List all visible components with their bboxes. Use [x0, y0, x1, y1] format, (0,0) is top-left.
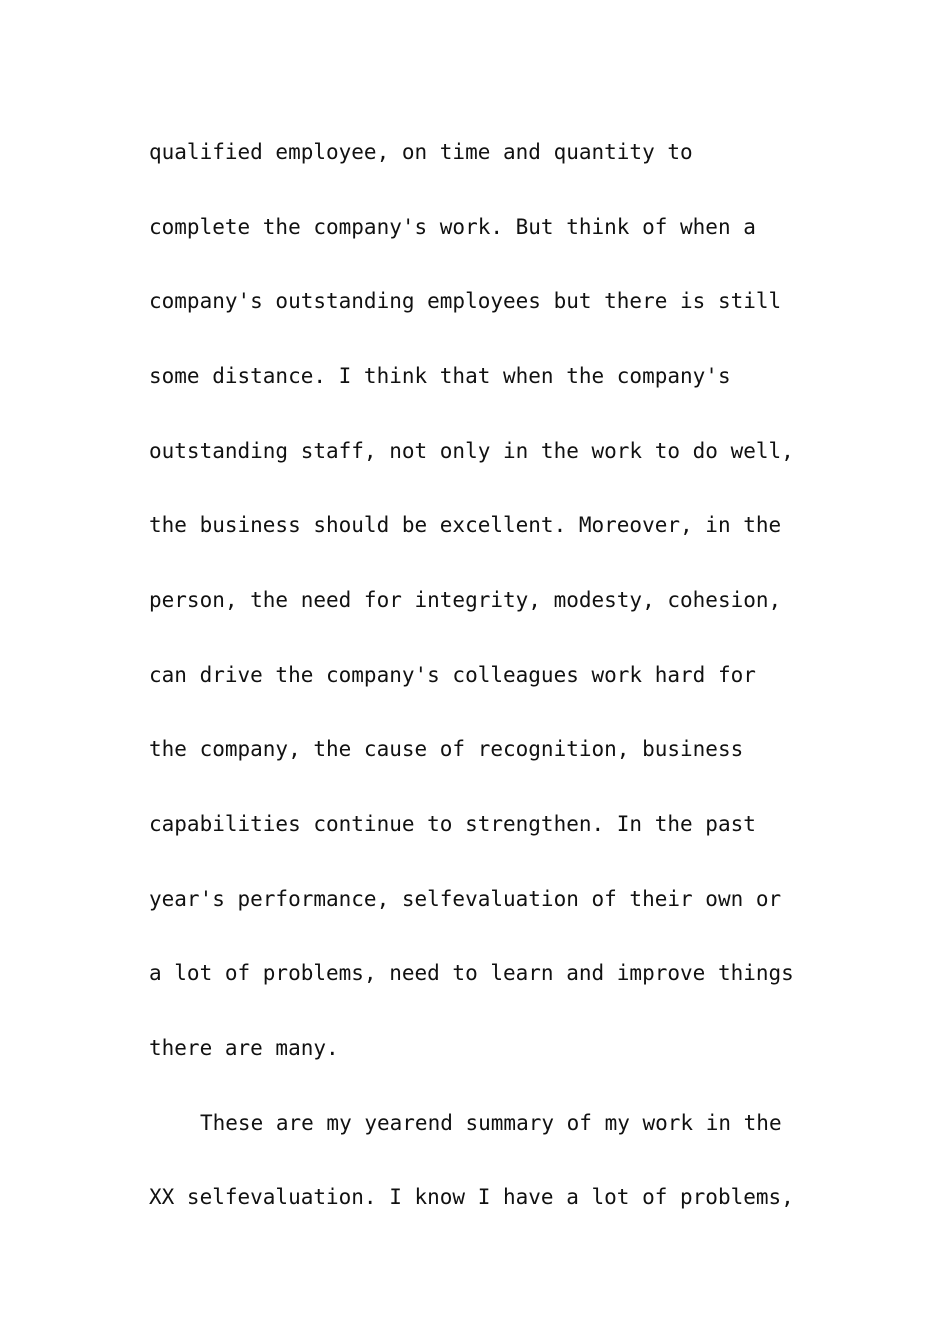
text-line: a lot of problems, need to learn and improve things [149, 961, 794, 985]
text-line: complete the company's work. But think of when a [149, 215, 756, 239]
text-line: can drive the company's colleagues work hard for [149, 663, 756, 687]
text-line: there are many. [149, 1036, 339, 1060]
text-line: outstanding staff, not only in the work to do well, [149, 439, 794, 463]
paragraph-first-line: These are my yearend summary of my work in the [200, 1111, 782, 1135]
text-line: XX selfevaluation. I know I have a lot of problems, [149, 1185, 794, 1209]
text-line: the business should be excellent. Moreover, in the [149, 513, 782, 537]
text-line: capabilities continue to strengthen. In the past [149, 812, 756, 836]
text-line: person, the need for integrity, modesty, cohesion, [149, 588, 782, 612]
text-line: some distance. I think that when the company's [149, 364, 731, 388]
text-line: qualified employee, on time and quantity to [149, 140, 693, 164]
text-line: company's outstanding employees but there is still [149, 289, 782, 313]
text-line: year's performance, selfevaluation of their own or [149, 887, 782, 911]
text-line: the company, the cause of recognition, business [149, 737, 744, 761]
